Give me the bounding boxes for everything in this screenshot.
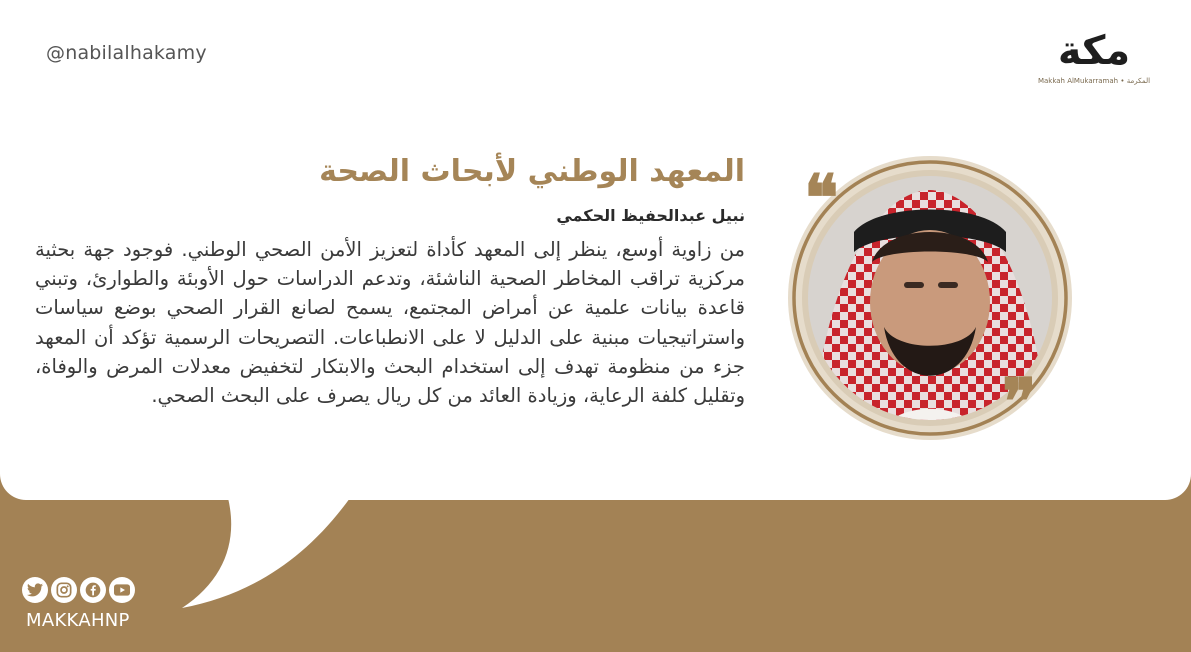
twitter-icon[interactable] xyxy=(22,577,48,603)
makkah-logo: مكة xyxy=(1057,28,1131,74)
instagram-icon[interactable] xyxy=(51,577,77,603)
facebook-icon[interactable] xyxy=(80,577,106,603)
footer-brand: MAKKAHNP xyxy=(26,610,130,631)
youtube-icon[interactable] xyxy=(109,577,135,603)
article-author: نبيل عبدالحفيظ الحكمي xyxy=(556,206,745,225)
author-portrait xyxy=(784,152,1076,444)
svg-text:❞: ❞ xyxy=(1002,365,1037,440)
twitter-handle: @nabilalhakamy xyxy=(46,42,207,64)
social-links xyxy=(22,577,135,603)
logo-subtitle: Makkah AlMukarramah • المكرمة xyxy=(1037,77,1151,85)
article-title: المعهد الوطني لأبحاث الصحة xyxy=(319,154,745,189)
svg-text:❝: ❝ xyxy=(804,161,839,236)
article-body: من زاوية أوسع، ينظر إلى المعهد كأداة لتعزيز الأمن الصحي الوطني. فوجود جهة بحثية مركزية تراقب المخاطر الصحية الناشئة، وتدعم الدراسات حول الأوبئة والطوارئ، وتبني قاعدة بيانات علمية عن أمراض المجتمع، يسمح لصانع القرار الصحي بوضع سياسات واستراتيجيات مبنية على الدليل لا على الانطباعات. التصريحات الرسمية تؤكد أن المعهد جزء من منظومة تهدف إلى استخدام البحث والابتكار لتخفيض معدلات المرض والوفاة، وتقليل كلفة الرعاية، وزيادة العائد من كل ريال يصرف على البحث الصحي. xyxy=(35,238,745,408)
